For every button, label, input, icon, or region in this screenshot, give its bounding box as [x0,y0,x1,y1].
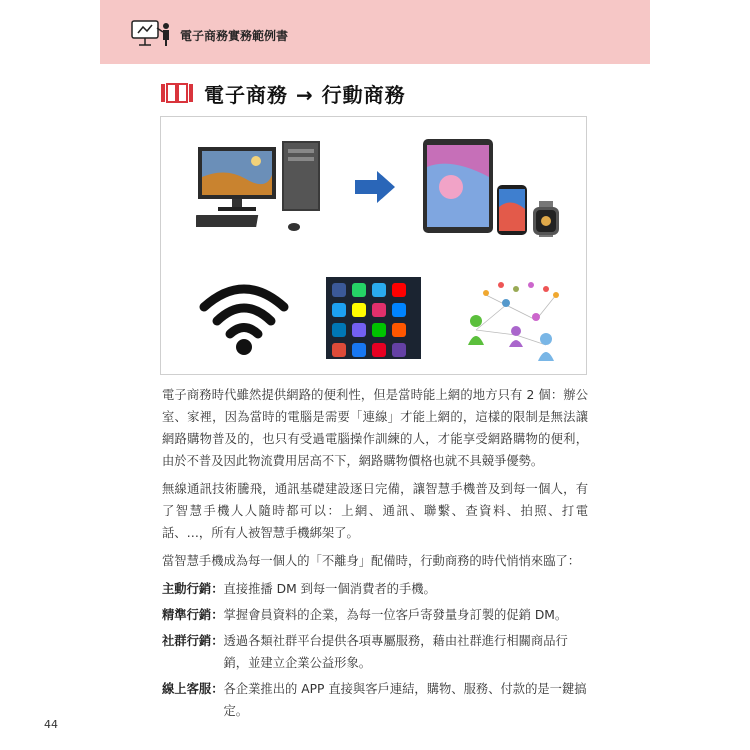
paragraph-3: 當智慧手機成為每一個人的「不離身」配備時，行動商務的時代悄悄來臨了： [162,554,581,568]
paragraph-1: 電子商務時代雖然提供網路的便利性，但是當時能上網的地方只有 2 個：辦公室、家裡，因為當時的電腦是需要「連線」才能上網的，這樣的限制是無法讓網路購物普及的，也只有受過電腦操作訓練的人，才能享受網路購物的便利，由於不普及因此物流費用居高不下，網路購物價格也就不具競爭優勢。 [162,388,588,468]
section-title: 電子商務 → 行動商務 [204,82,406,107]
social-network-people-icon [456,275,566,363]
term-value: 透過各類社群平台提供各項專屬服務，藉由社群進行相關商品行銷，並建立企業公益形象。 [223,634,568,670]
open-book-icon [160,82,194,104]
term-item [162,578,588,600]
header-banner [100,0,650,64]
term-value: 掌握會員資料的企業，為每一位客戶寄發量身訂製的促銷 DM。 [223,608,568,622]
term-key: 主動行銷： [162,582,224,596]
wifi-icon [199,277,289,357]
term-key: 社群行銷： [162,634,224,648]
app-icons-grid [326,277,421,359]
header-title: 電子商務實務範例書 [180,29,289,43]
arrow-right-icon [353,169,397,205]
page [100,0,650,750]
tablet-phone-watch-icon [421,137,566,237]
section-heading [160,78,406,108]
figure-ecommerce-to-mcommerce [160,116,587,375]
presenter-screen-icon [130,18,174,48]
term-value: 各企業推出的 APP 直接與客戶連結，購物、服務、付款的是一鍵搞定。 [223,682,587,718]
page-number: 44 [44,718,58,731]
desktop-computer-icon [196,137,326,237]
term-key: 精準行銷： [162,608,224,622]
body-text [162,384,588,726]
paragraph-2: 無線通訊技術騰飛，通訊基礎建設逐日完備，讓智慧手機普及到每一個人，有了智慧手機人人隨時都可以：上網、通訊、聯繫、查資料、拍照、打電話、…，所有人被智慧手機綁架了。 [162,482,588,540]
term-key: 線上客服： [162,682,224,696]
term-value: 直接推播 DM 到每一個消費者的手機。 [223,582,436,596]
term-item [162,604,588,626]
term-item [162,678,588,722]
term-item [162,630,588,674]
